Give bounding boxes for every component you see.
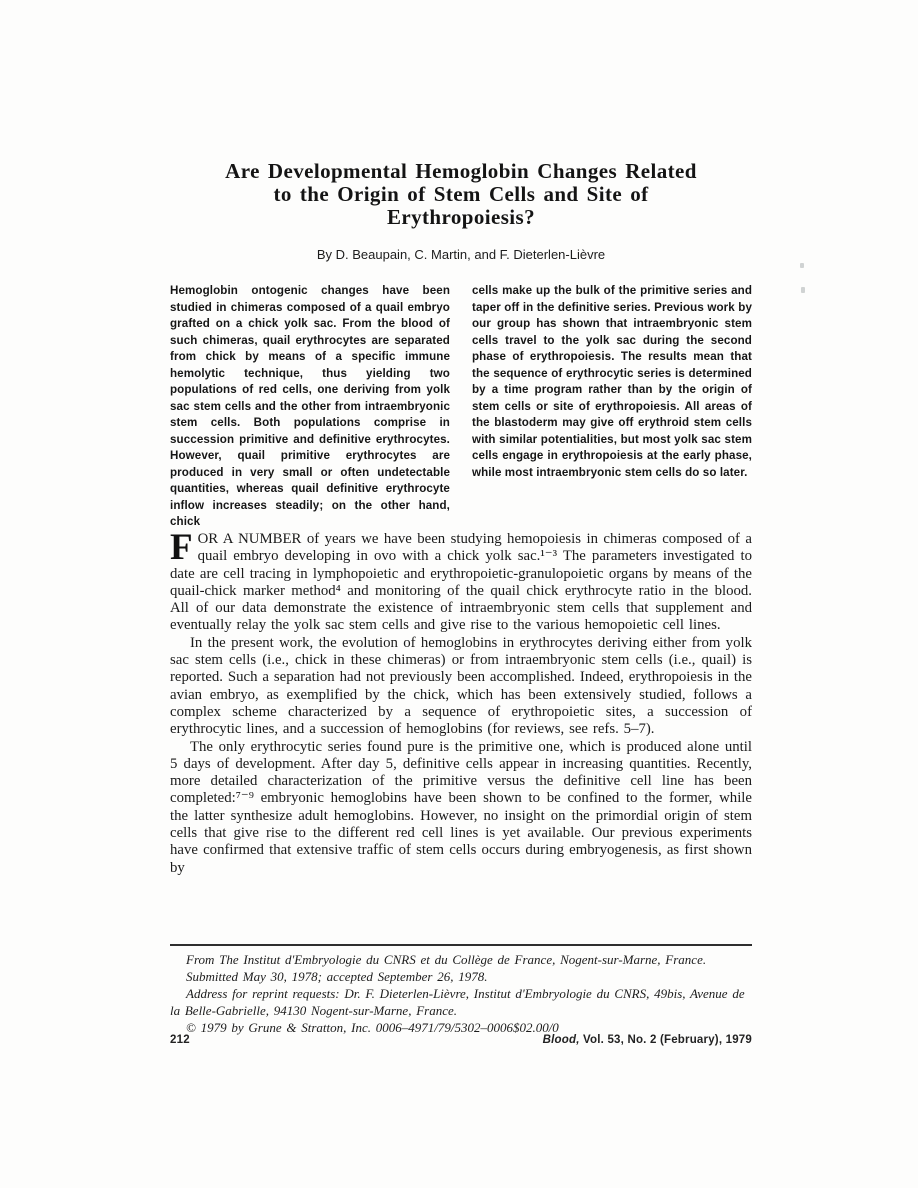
- abstract: [170, 283, 752, 531]
- article-title-line-2: to the Origin of Stem Cells and Site of: [273, 182, 649, 206]
- footnote-dates: Submitted May 30, 1978; accepted September 26, 1978.: [186, 969, 488, 984]
- journal-issue-info: Vol. 53, No. 2 (February), 1979: [579, 1034, 752, 1046]
- footnote-reprints: Address for reprint requests: Dr. F. Dieterlen-Lièvre, Institut d'Embryologie du CNRS, 49bis, Avenue de la Belle-Gabrielle, 94130 Nogent-sur-Marne, France.: [170, 986, 745, 1018]
- body-paragraph-2: In the present work, the evolution of hemoglobins in erythrocytes deriving either from yolk sac stem cells (i.e., chick in these chimeras) or from intraembryonic stem cells (i.e., quail) is reported. Such a separation had not previously been accomplished. Indeed, erythropoiesis in the avian embryo, as exemplified by the chick, which has been extensively studied, follows a complex scheme characterized by a sequence of erythropoietic sites, a succession of erythrocytic lines, and a succession of hemoglobins (for reviews, see refs. 5–7).: [170, 634, 752, 738]
- author-byline: By D. Beaupain, C. Martin, and F. Dieterlen-Lièvre: [316, 247, 606, 262]
- footnotes-block: [170, 951, 752, 1036]
- abstract-left-column: Hemoglobin ontogenic changes have been studied in chimeras composed of a quail embryo grafted on a chick yolk sac. From the blood of such chimeras, quail erythrocytes are separated from chick by means of a specific immune hemolytic technique, thus yielding two populations of red cells, one deriving from yolk sac stem cells and the other from intraembryonic stem cells. Both populations comprise in succession primitive and definitive erythrocytes. However, quail primitive erythrocytes are produced in very small or often undetectable quantities, whereas quail definitive erythrocyte inflow increases steadily; on the other hand, chick: [170, 284, 450, 528]
- scan-artifact-speck: [800, 263, 804, 268]
- body-paragraph-1: [170, 531, 752, 635]
- journal-name: Blood,: [542, 1034, 580, 1046]
- page-footer: [170, 1034, 752, 1046]
- scan-artifact-speck: [801, 287, 805, 293]
- footnote-affiliation: From The Institut d'Embryologie du CNRS et du Collège de France, Nogent-sur-Marne, France.: [186, 952, 707, 967]
- footnote-rule: [170, 944, 752, 946]
- footnote-copyright: © 1979 by Grune & Stratton, Inc. 0006–4971/79/5302–0006$02.00/0: [186, 1020, 559, 1035]
- article-title: [170, 160, 752, 229]
- drop-cap-letter: F: [170, 531, 193, 568]
- abstract-right-column: cells make up the bulk of the primitive series and taper off in the definitive series. Previous work by our group has shown that intraembryonic stem cells travel to the yolk sac during the second phase of erythropoiesis. The results mean that the sequence of erythrocytic series is determined by a time program rather than by the origin of stem cells or site of erythropoiesis. All areas of the blastoderm may give off erythroid stem cells with similar potentialities, but most yolk sac stem cells engage in erythropoiesis at the early phase, while most intraembryonic stem cells do so later.: [472, 284, 752, 479]
- article-title-line-3: Erythropoiesis?: [387, 205, 535, 229]
- page-number: 212: [170, 1034, 190, 1046]
- article-body: [170, 531, 752, 945]
- body-paragraph-1-text: OR A NUMBER of years we have been studying hemopoiesis in chimeras composed of a quail embryo developing in ovo with a chick yolk sac.¹⁻³ The parameters investigated to date are cell tracing in lymphopoietic and erythropoietic-granulopoietic organs by means of the quail-chick marker method⁴ and monitoring of the quail chick erythrocyte ratio in the blood. All of our data demonstrate the existence of intraembryonic stem cells that supplement and eventually relay the yolk sac stem cells and give rise to the various hemopoietic cell lines.: [170, 531, 752, 634]
- body-paragraph-3: The only erythrocytic series found pure is the primitive one, which is produced alone until 5 days of development. After day 5, definitive cells appear in increasing quantities. Recently, more detailed characterization of the primitive versus the definitive cell line has been completed:⁷⁻⁹ embryonic hemoglobins have been shown to be confined to the former, while the latter synthesize adult hemoglobins. However, no insight on the primordial origin of stem cells that give rise to the different red cell lines is yet available. Our previous experiments have confirmed that extensive traffic of stem cells occurs during embryogenesis, as first shown by: [170, 738, 752, 876]
- article-title-line-1: Are Developmental Hemoglobin Changes Related: [225, 159, 697, 183]
- journal-citation: [543, 1034, 752, 1046]
